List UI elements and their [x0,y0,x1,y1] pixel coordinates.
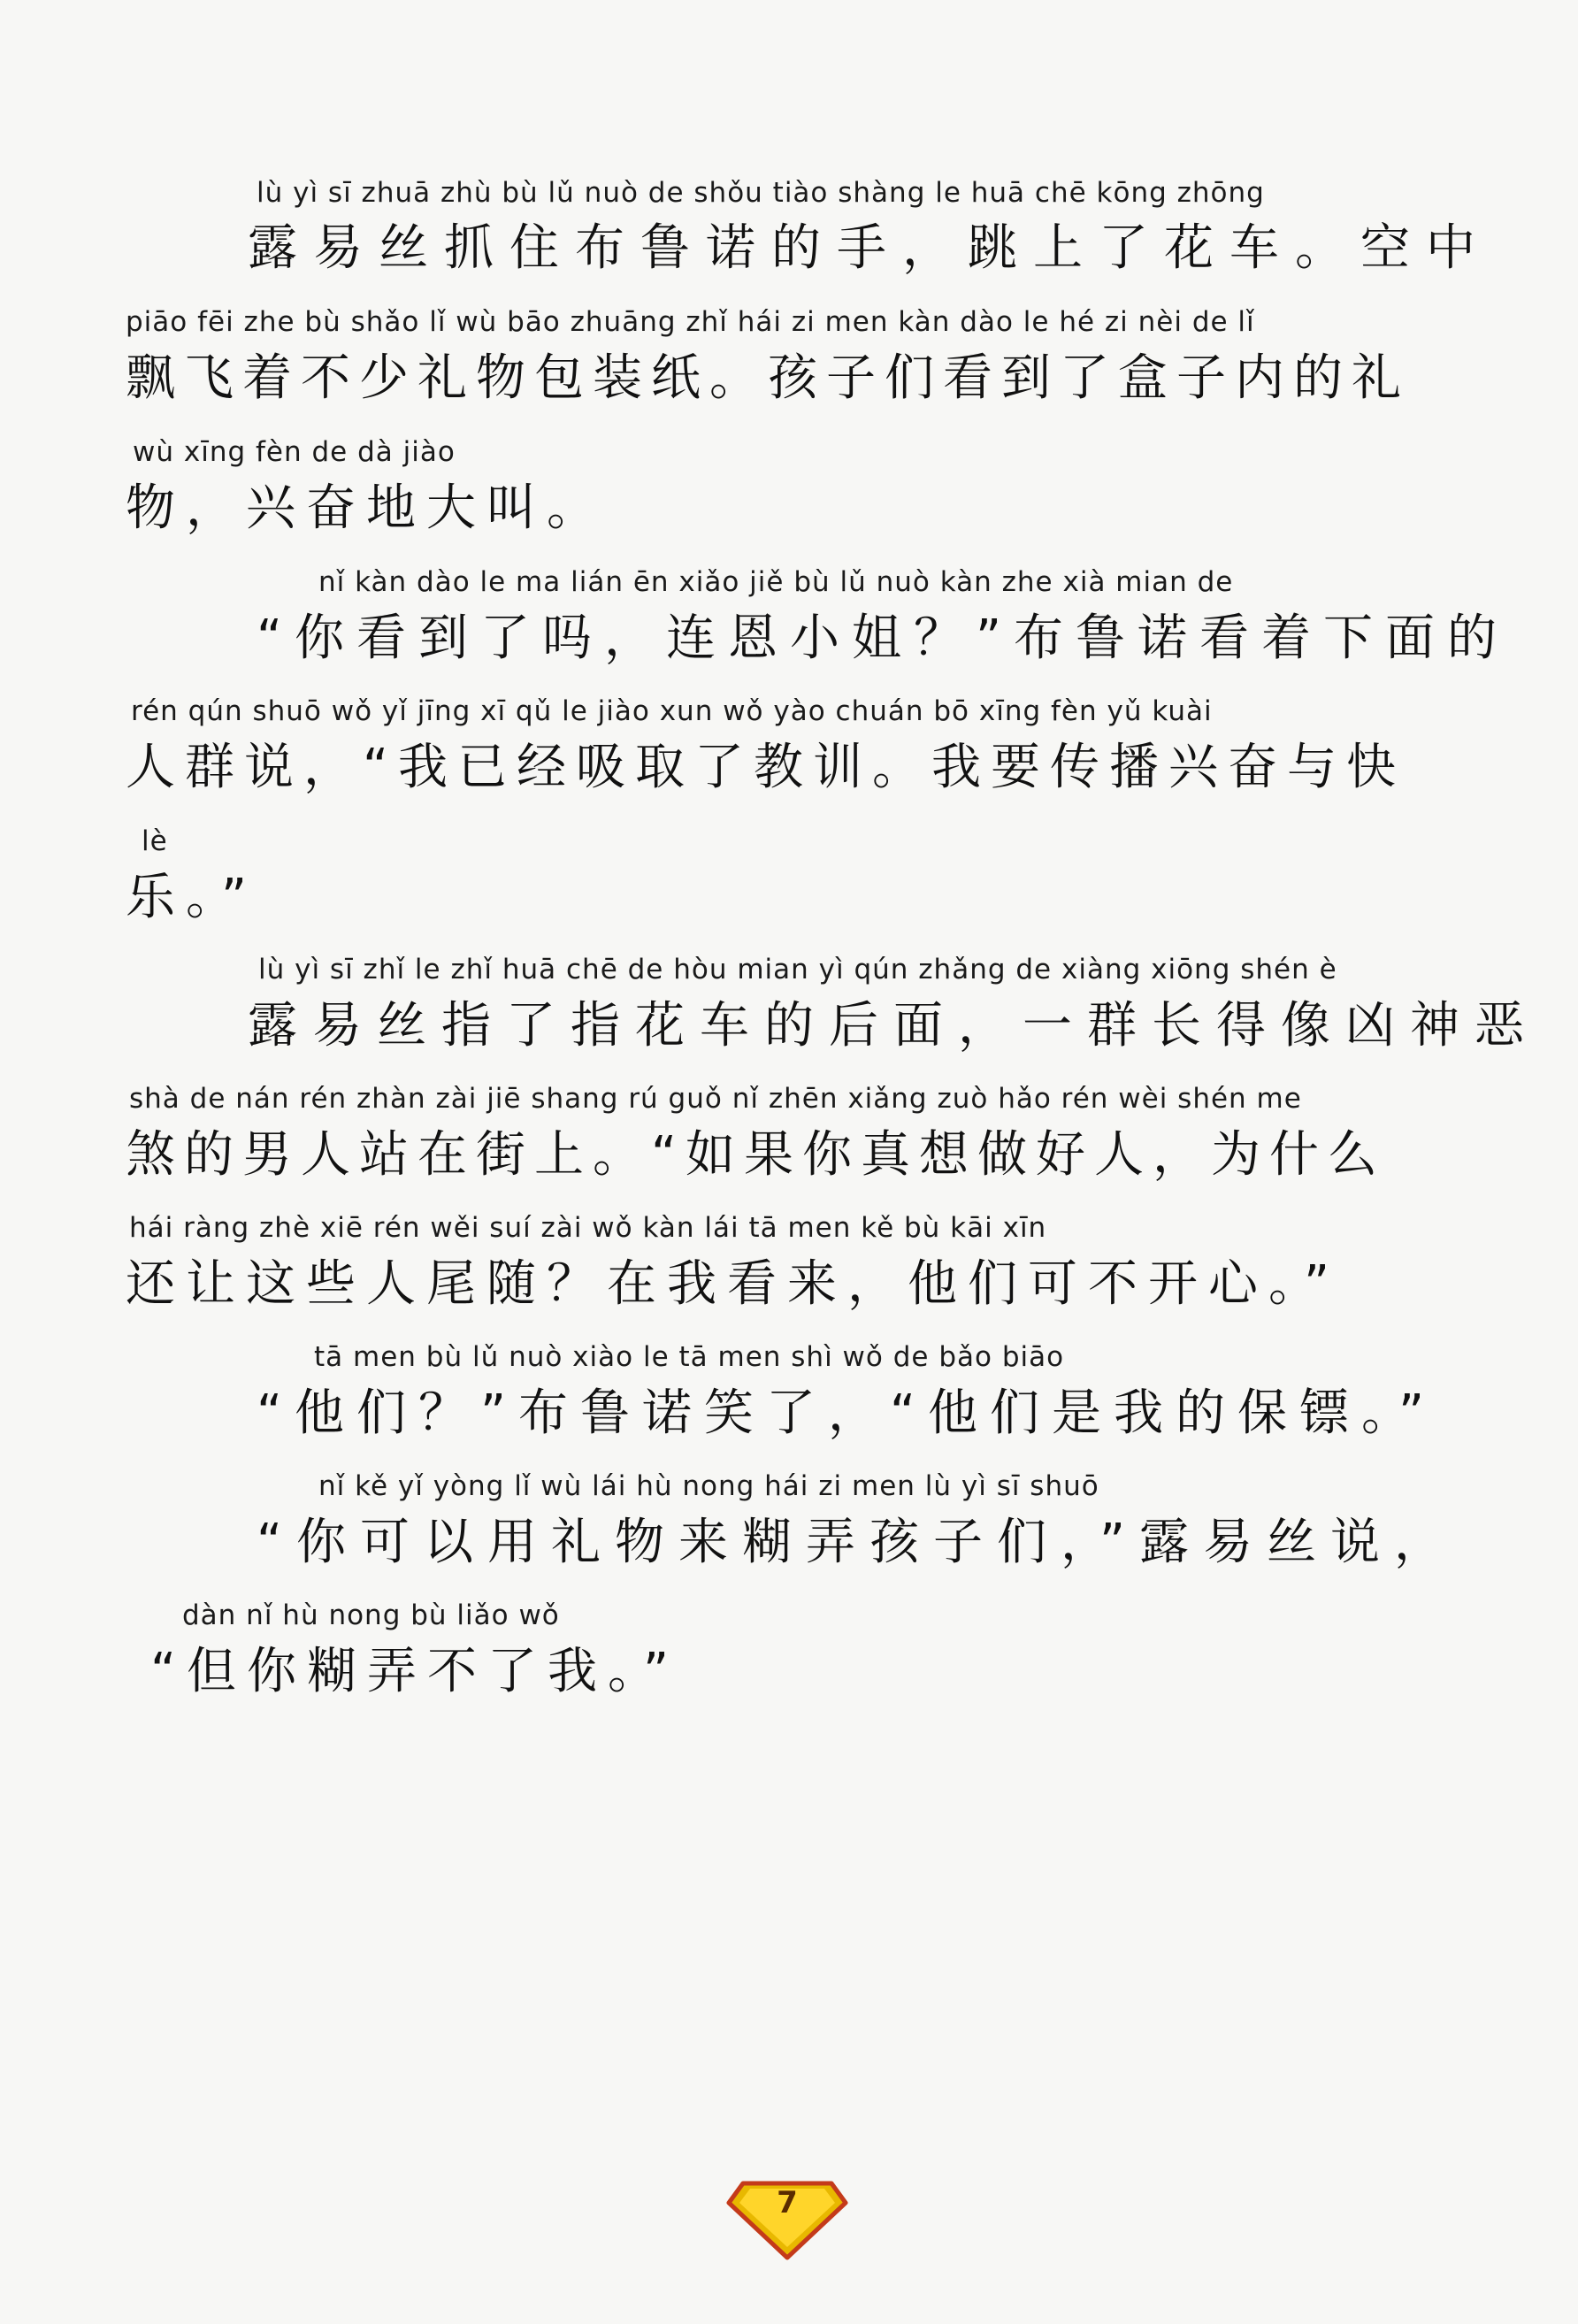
pinyin-line: lù yì sī zhǐ le zhǐ huā chē de hòu mian yì qún zhǎng de xiàng xiōng shén è [258,954,1337,986]
pinyin-line: nǐ kàn dào le ma lián ēn xiǎo jiě bù lǔ nuò kàn zhe xià mian de [318,566,1234,598]
page-number-badge [725,2176,849,2260]
pinyin-line: dàn nǐ hù nong bù liǎo wǒ [182,1599,560,1631]
pinyin-line: piāo fēi zhe bù shǎo lǐ wù bāo zhuāng zhǐ hái zi men kàn dào le hé zi nèi de lǐ [126,306,1255,338]
pinyin-line: tā men bù lǔ nuò xiào le tā men shì wǒ de bǎo biāo [314,1341,1065,1373]
hanzi-line: 物，兴奋地大叫。 [126,479,607,537]
hanzi-line: “他们？”布鲁诺笑了，“他们是我的保镖。” [257,1384,1437,1442]
hanzi-line: “你看到了吗，连恩小姐？”布鲁诺看着下面的 [257,610,1510,667]
pinyin-line: rén qún shuō wǒ yǐ jīng xī qǔ le jiào xun wǒ yào chuán bō xīng fèn yǔ kuài [131,695,1213,727]
hanzi-line: 还让这些人尾随？在我看来，他们可不开心。” [126,1255,1341,1313]
hanzi-line: 乐。” [126,869,258,926]
hanzi-line: 煞的男人站在街上。“如果你真想做好人，为什么 [126,1126,1387,1184]
hanzi-line: 露易丝指了指花车的后面，一群长得像凶神恶 [248,997,1539,1055]
pinyin-line: lè [142,825,168,857]
hanzi-line: 露易丝抓住布鲁诺的手，跳上了花车。空中 [248,219,1491,277]
hanzi-line: “你可以用礼物来糊弄孩子们，”露易丝说， [257,1514,1459,1571]
pinyin-line: wù xīng fèn de dà jiào [133,436,456,468]
hanzi-line: 飘飞着不少礼物包装纸。孩子们看到了盒子内的礼 [126,349,1410,407]
hanzi-line: 人群说，“我已经吸取了教训。我要传播兴奋与快 [126,739,1406,796]
hanzi-line: “但你糊弄不了我。” [150,1643,680,1700]
pinyin-line: shà de nán rén zhàn zài jiē shang rú guǒ nǐ zhēn xiǎng zuò hǎo rén wèi shén me [129,1083,1302,1115]
pinyin-line: lù yì sī zhuā zhù bù lǔ nuò de shǒu tiào shàng le huā chē kōng zhōng [257,177,1265,209]
pinyin-line: nǐ kě yǐ yòng lǐ wù lái hù nong hái zi men lù yì sī shuō [318,1470,1099,1502]
page-number: 7 [777,2185,798,2220]
pinyin-line: hái ràng zhè xiē rén wěi suí zài wǒ kàn lái tā men kě bù kāi xīn [129,1212,1047,1244]
